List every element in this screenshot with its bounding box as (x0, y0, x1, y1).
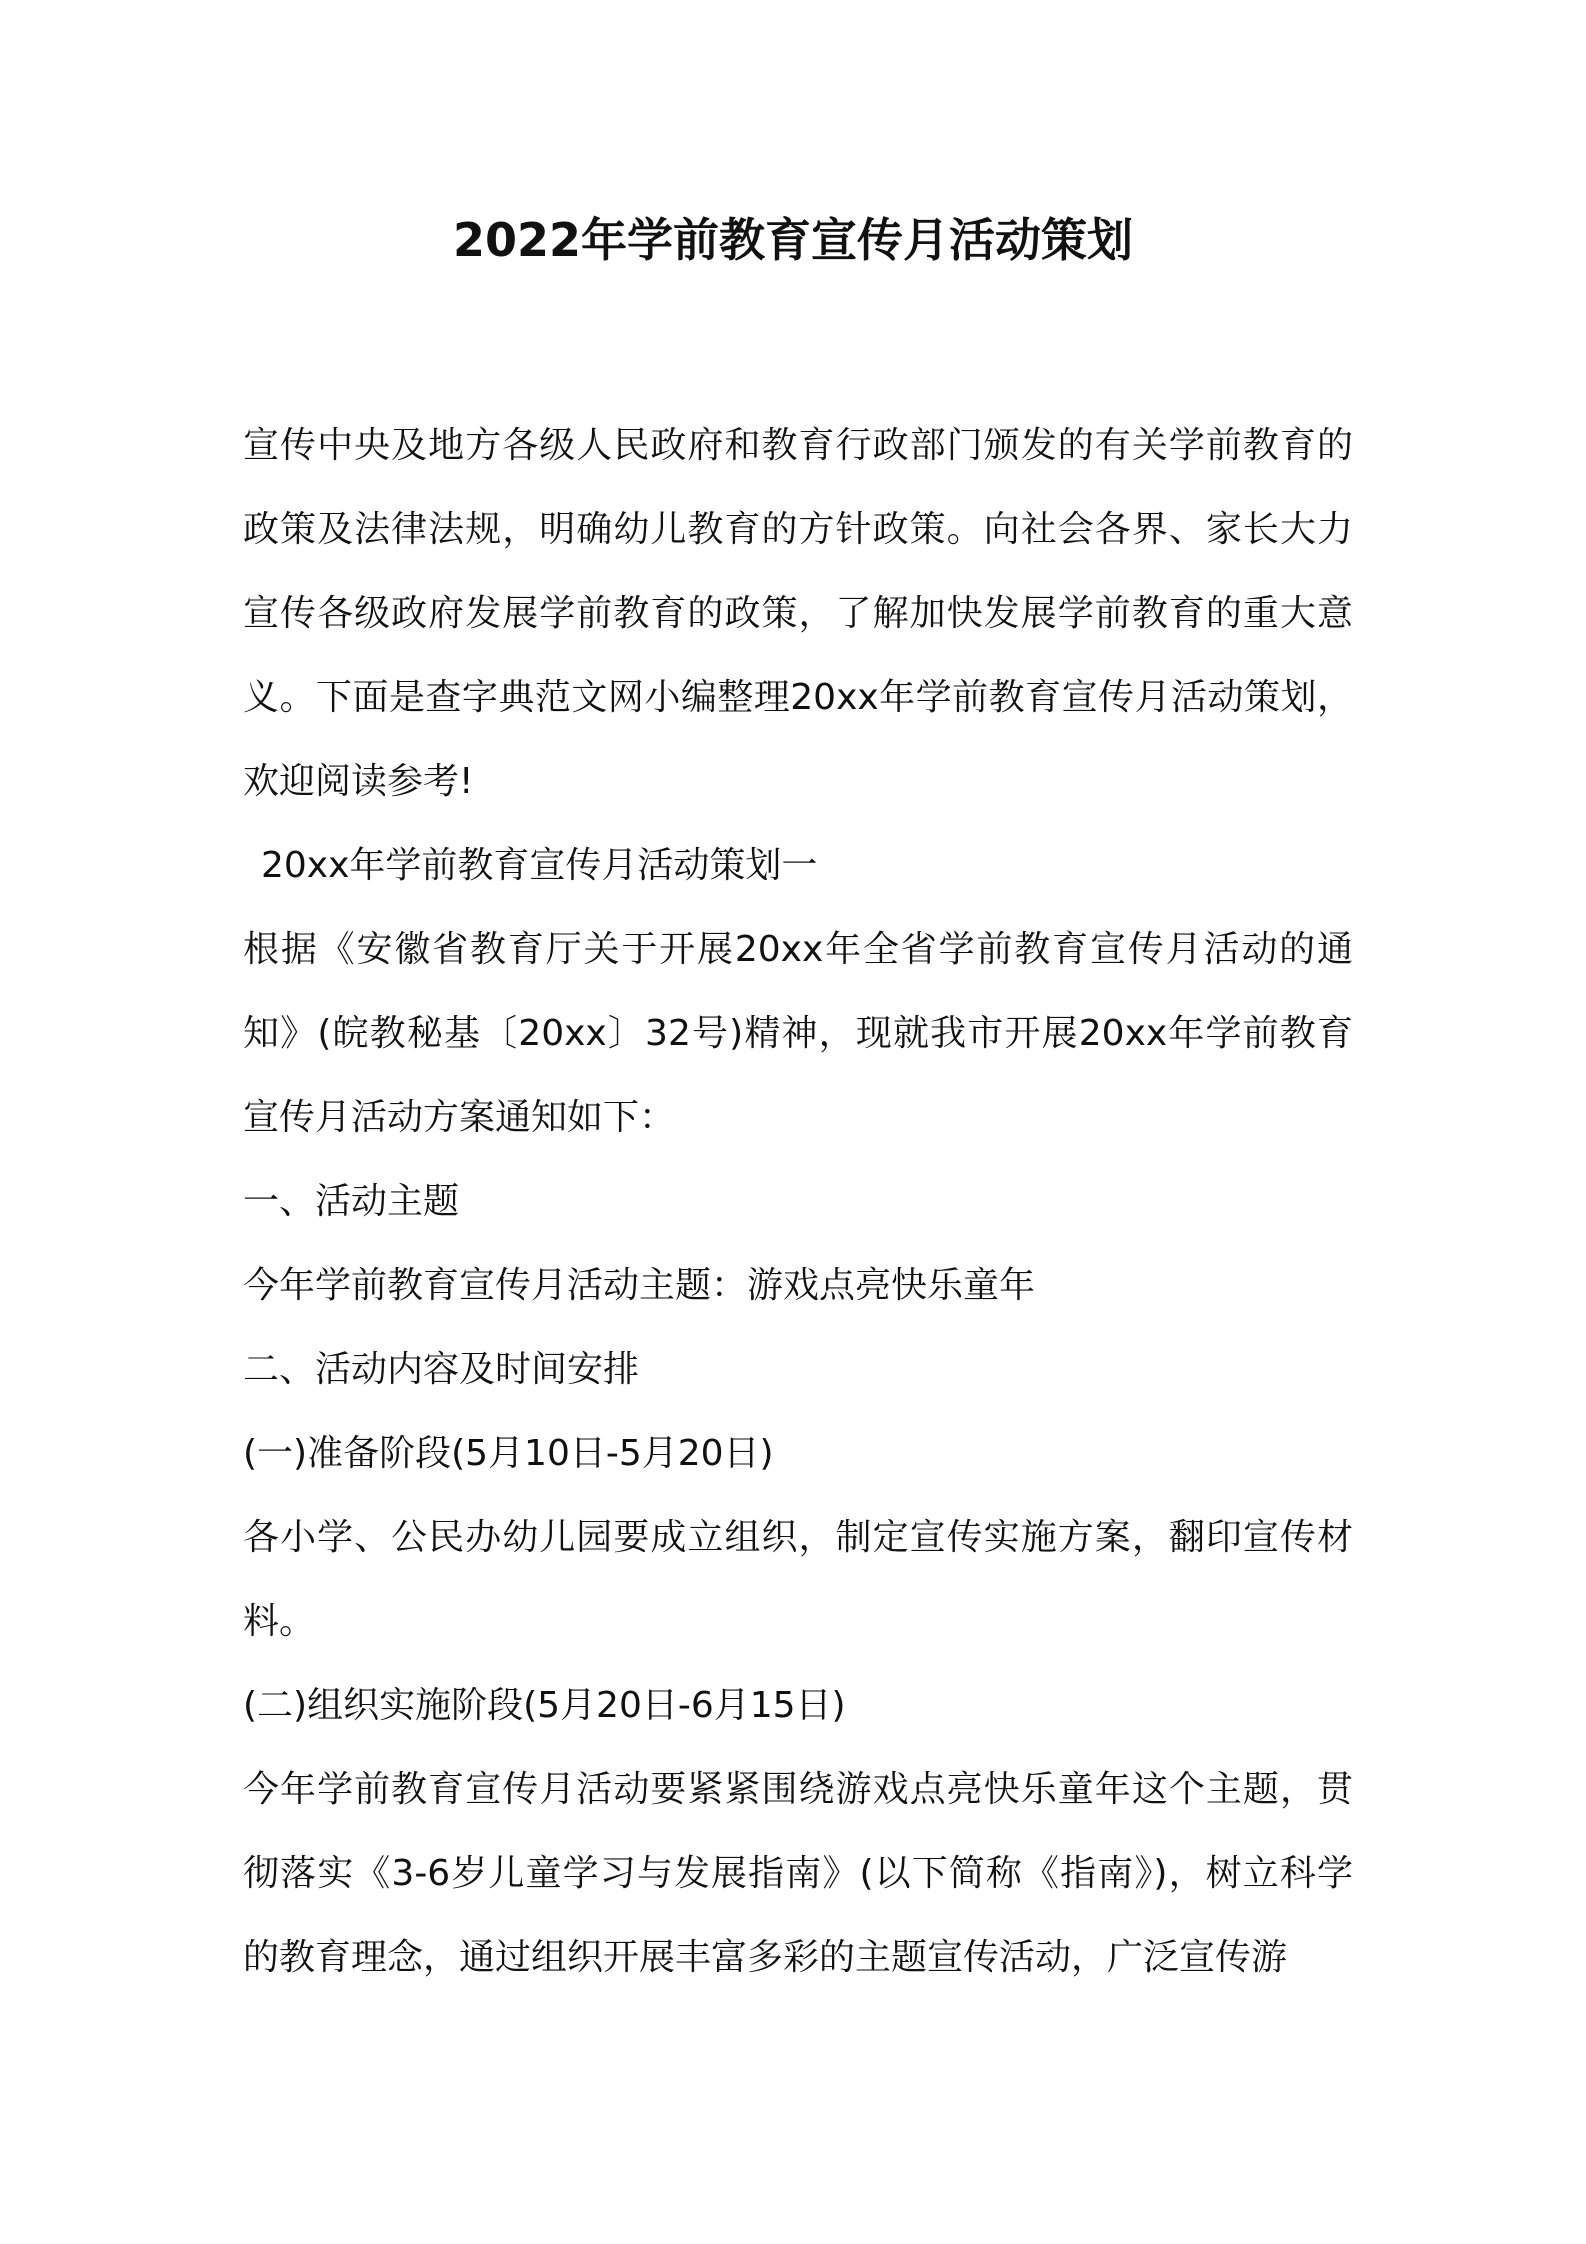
heading-activity-theme: 一、活动主题 (243, 1181, 460, 1222)
preparation-paragraph: 各小学、公民办幼儿园要成立组织，制定宣传实施方案，翻印宣传材料。 (243, 1517, 1353, 1642)
document-title: 2022年学前教育宣传月活动策划 (452, 213, 1134, 267)
notice-paragraph: 根据《安徽省教育厅关于开展20xx年全省学前教育宣传月活动的通知》(皖教秘基〔20xx〕32号)精神，现就我市开展20xx年学前教育宣传月活动方案通知如下： (243, 929, 1353, 1138)
intro-paragraph: 宣传中央及地方各级人民政府和教育行政部门颁发的有关学前教育的政策及法律法规，明确幼儿教育的方针政策。向社会各界、家长大力宣传各级政府发展学前教育的政策，了解加快发展学前教育的重大意义。下面是查字典范文网小编整理20xx年学前教育宣传月活动策划，欢迎阅读参考! (243, 425, 1353, 802)
implementation-paragraph: 今年学前教育宣传月活动要紧紧围绕游戏点亮快乐童年这个主题，贯彻落实《3-6岁儿童学习与发展指南》(以下简称《指南》)，树立科学的教育理念，通过组织开展丰富多彩的主题宣传活动，广泛宣传游 (243, 1769, 1353, 1978)
activity-theme-paragraph: 今年学前教育宣传月活动主题：游戏点亮快乐童年 (243, 1265, 1036, 1306)
document-body (243, 404, 1353, 2000)
heading-content-schedule: 二、活动内容及时间安排 (243, 1349, 640, 1390)
heading-implementation-stage: (二)组织实施阶段(5月20日-6月15日) (243, 1685, 846, 1726)
heading-preparation-stage: (一)准备阶段(5月10日-5月20日) (243, 1433, 774, 1474)
section-heading-plan-one: 20xx年学前教育宣传月活动策划一 (261, 845, 818, 886)
